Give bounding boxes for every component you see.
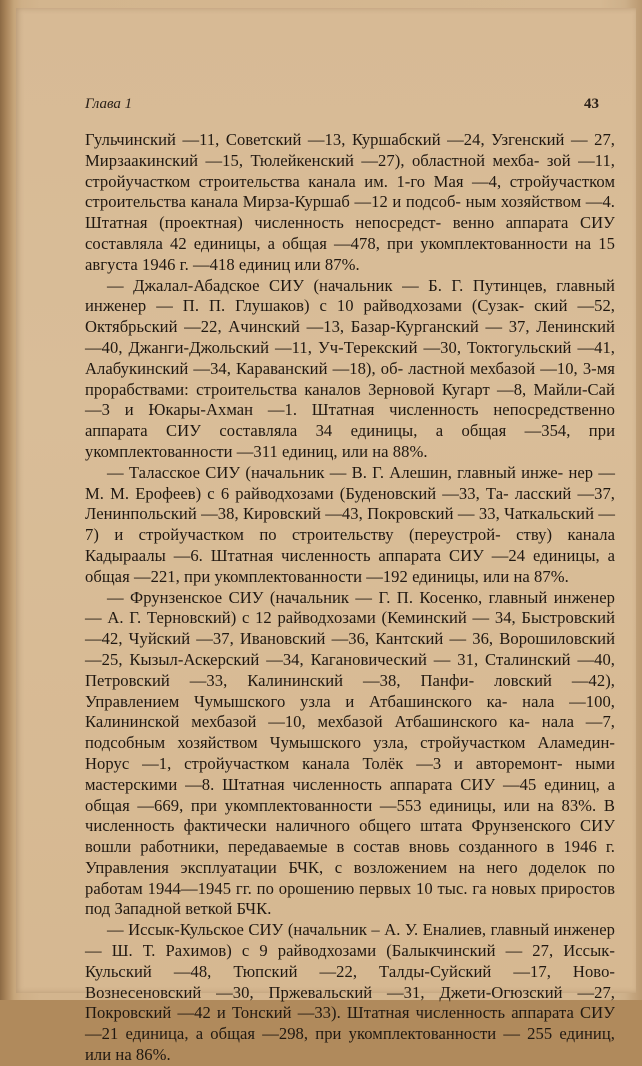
body-text — [85, 130, 615, 1066]
paragraph: Гульчинский —11, Советский —13, Куршабский —24, Узгенский — 27, Мирзаакинский —15, Тюлейкенский —27), областной мехба- зой —11, стройучастком строительства канала им. 1-го Мая —4, стройучастком строительства канала Мирза-Куршаб —12 и подсоб- ным хозяйством —4. Штатная (проектная) численность непосредст- венно аппарата СИУ составляла 42 единицы, а общая —478, при укомплектованности на 15 августа 1946 г. —418 единиц или 87%. — [85, 130, 615, 274]
page-number: 43 — [584, 96, 599, 112]
paragraph: — Фрунзенское СИУ (начальник — Г. П. Косенко, главный инженер — А. Г. Терновский) с 12 райводхозами (Кеминский — 34, Быстровский —42, Чуйский —37, Ивановский —36, Кантский — 36, Ворошиловский —25, Кызыл-Аскерский —34, Кагановический — 31, Сталинский —40, Петровский —33, Калининский —38, Панфи- ловский —42), Управлением Чумышского узла и Атбашинского ка- нала —100, Калининской мехбазой —10, мехбазой Атбашинского ка- нала —7, подсобным хозяйством Чумышского узла, стройучастком Аламедин-Норус —1, стройучастком канала Толёк —3 и авторемонт- ными мастерскими —8. Штатная численность аппарата СИУ —45 единиц, а общая —669, при укомплектованности —553 единицы, или на 83%. В численность фактически наличного общего штата Фрунзенского СИУ вошли работники, передаваемые в состав вновь созданного в 1946 г. Управления эксплуатации БЧК, с возложением на него доделок по работам 1944—1945 гг. по орошению первых 10 тыс. га новых приростов под Западной веткой БЧК. — [85, 587, 615, 919]
paragraph: — Джалал-Абадское СИУ (начальник — Б. Г. Путинцев, главный инженер — П. П. Глушаков) с 10 райводхозами (Сузак- ский —52, Октябрьский —22, Ачинский —13, Базар-Курганский — 37, Ленинский —40, Джанги-Джольский —11, Уч-Терекский —30, Токтогульский —41, Алабукинский —34, Караванский —18), об- ластной мехбазой —10, 3-мя прорабствами: строительства каналов Зерновой Кугарт —8, Майли-Сай —3 и Юкары-Ахман —1. Штатная численность непосредственно аппарата СИУ составляла 34 единицы, а общая —354, при укомплектованности —311 единиц, или на 88%. — [85, 275, 615, 461]
paragraph: — Таласское СИУ (начальник — В. Г. Алешин, главный инже- нер — М. М. Ерофеев) с 6 райводхозами (Буденовский —33, Та- ласский —37, Ленинпольский —38, Кировский —43, Покровский — 33, Чаткальский —7) и стройучастком по строительству (переустрой- ству) канала Кадыраалы —6. Штатная численность аппарата СИУ —24 единицы, а общая —221, при укомплектованности —192 единицы, или на 87%. — [85, 462, 615, 586]
running-header — [85, 96, 615, 120]
paragraph: — Иссык-Кульское СИУ (начальник – А. У. Еналиев, главный инженер — Ш. Т. Рахимов) с 9 райводхозами (Балыкчинский — 27, Иссык-Кульский —48, Тюпский —22, Талды-Суйский —17, Ново- Вознесеновский —30, Пржевальский —31, Джети-Огюзский —27, Покровский —42 и Тонский —33). Штатная численность аппарата СИУ —21 единица, а общая —298, при укомплектованности — 255 единиц, или на 86%. — [85, 920, 615, 1065]
chapter-title: Глава 1 — [85, 96, 133, 112]
